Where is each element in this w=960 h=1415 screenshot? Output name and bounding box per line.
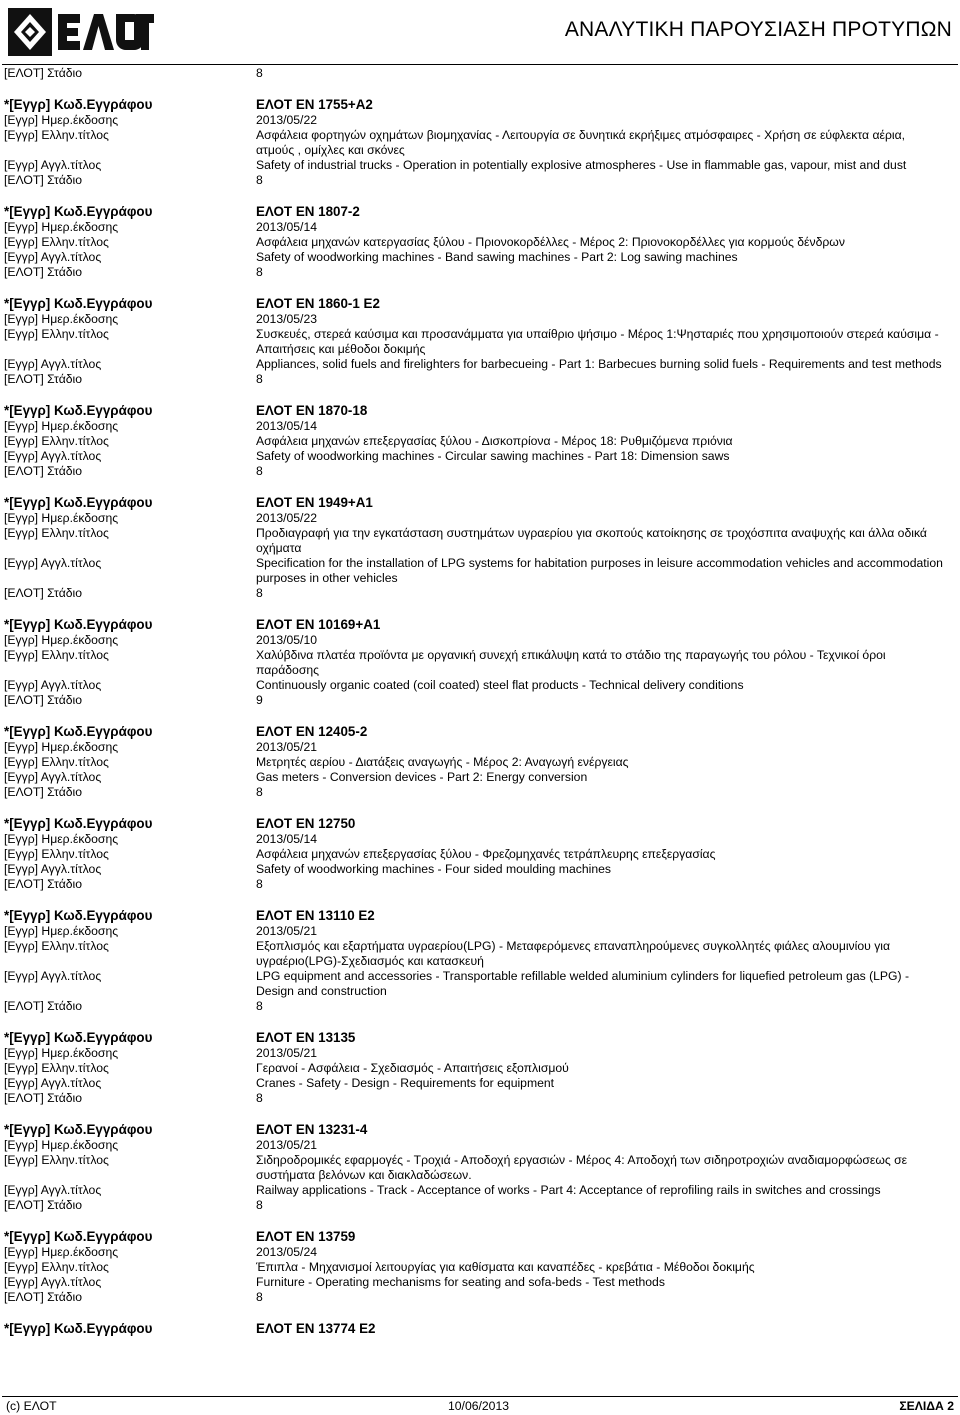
footer-date: 10/06/2013: [448, 1399, 509, 1413]
date-row: [4, 419, 954, 434]
field-value: Cranes - Safety - Design - Requirements for equipment: [256, 1076, 555, 1090]
field-value: 8: [256, 1091, 263, 1105]
record-code-row: [4, 816, 954, 832]
greek-title-row: [4, 327, 954, 357]
field-label: *[Εγγρ] Κωδ.Εγγράφου: [4, 495, 153, 510]
record-code-row: [4, 617, 954, 633]
field-value: Appliances, solid fuels and firelighters for barbecueing - Part 1: Barbecues burning solid fuels - Requirements and test methods: [256, 357, 942, 371]
field-label: *[Εγγρ] Κωδ.Εγγράφου: [4, 816, 153, 831]
field-value: 2013/05/21: [256, 740, 317, 754]
record-code-row: [4, 1030, 954, 1046]
date-row: [4, 113, 954, 128]
field-label: [Εγγρ] Αγγλ.τίτλος: [4, 770, 102, 784]
field-label: *[Εγγρ] Κωδ.Εγγράφου: [4, 724, 153, 739]
record-code-row: [4, 908, 954, 924]
field-label: *[Εγγρ] Κωδ.Εγγράφου: [4, 1321, 153, 1336]
field-value: Μετρητές αερίου - Διατάξεις αναγωγής - Μέρος 2: Αναγωγή ενέργειας: [256, 755, 629, 769]
greek-title-row: [4, 526, 954, 556]
copyright-text: (c) ΕΛΟΤ: [6, 1399, 57, 1413]
greek-title-row: [4, 1260, 954, 1275]
field-value: 8: [256, 372, 263, 386]
field-value: 8: [256, 66, 263, 80]
greek-title-row: [4, 128, 954, 158]
document-code: ΕΛΟΤ EN 10169+A1: [256, 617, 381, 632]
field-label: *[Εγγρ] Κωδ.Εγγράφου: [4, 908, 153, 923]
field-value: Railway applications - Track - Acceptance of works - Part 4: Acceptance of reprofiling rails in switches and crossings: [256, 1183, 881, 1197]
field-label: [Εγγρ] Αγγλ.τίτλος: [4, 1275, 102, 1289]
field-value: LPG equipment and accessories - Transportable refillable welded aluminium cylinders for liquefied petroleum gas (LPG) - Design and construction: [256, 969, 910, 998]
stage-row: [4, 173, 954, 188]
field-label: [ΕΛΟΤ] Στάδιο: [4, 265, 83, 279]
field-label: [Εγγρ] Ημερ.έκδοσης: [4, 220, 119, 234]
record-code-row: [4, 724, 954, 740]
field-value: 2013/05/21: [256, 1046, 317, 1060]
record-code-row: [4, 495, 954, 511]
field-label: *[Εγγρ] Κωδ.Εγγράφου: [4, 1030, 153, 1045]
field-label: [Εγγρ] Ημερ.έκδοσης: [4, 312, 119, 326]
field-label: [Εγγρ] Ημερ.έκδοσης: [4, 924, 119, 938]
field-label: [Εγγρ] Ημερ.έκδοσης: [4, 633, 119, 647]
field-value: Ασφάλεια φορτηγών οχημάτων βιομηχανίας - Λειτουργία σε δυνητικά εκρήξιμες ατμόσφαιρες - Χρήση σε εύφλεκτα αέρια, ατμούς , ομίχλες και σκόνες: [256, 128, 906, 157]
document-code: ΕΛΟΤ EN 1755+A2: [256, 97, 373, 112]
stage-row: [4, 1091, 954, 1106]
greek-title-row: [4, 1061, 954, 1076]
field-label: [Εγγρ] Αγγλ.τίτλος: [4, 158, 102, 172]
stage-row: [4, 464, 954, 479]
date-row: [4, 220, 954, 235]
field-value: 8: [256, 1290, 263, 1304]
greek-title-row: [4, 755, 954, 770]
document-code: ΕΛΟΤ EN 13231-4: [256, 1122, 368, 1137]
field-label: [ΕΛΟΤ] Στάδιο: [4, 66, 83, 80]
field-value: Ασφάλεια μηχανών επεξεργασίας ξύλου - Φρεζομηχανές τετράπλευρης επεξεργασίας: [256, 847, 716, 861]
field-value: Ασφάλεια μηχανών επεξεργασίας ξύλου - Δισκοπρίονα - Μέρος 18: Ρυθμιζόμενα πριόνια: [256, 434, 733, 448]
field-label: [Εγγρ] Ημερ.έκδοσης: [4, 1245, 119, 1259]
field-value: 2013/05/21: [256, 1138, 317, 1152]
field-value: 2013/05/22: [256, 113, 317, 127]
field-label: [Εγγρ] Αγγλ.τίτλος: [4, 250, 102, 264]
document-code: ΕΛΟΤ EN 1807-2: [256, 204, 360, 219]
field-value: Συσκευές, στερεά καύσιμα και προσανάμματα για υπαίθριο ψήσιμο - Μέρος 1:Ψησταριές που χρησιμοποιούν στερεά καύσιμα - Απαιτήσεις και μέθοδοι δοκιμής: [256, 327, 939, 356]
record-code-row: [4, 204, 954, 220]
stage-row: [4, 586, 954, 601]
field-value: Ασφάλεια μηχανών κατεργασίας ξύλου - Πριονοκορδέλλες - Μέρος 2: Πριονοκορδέλλες για κορμούς δένδρων: [256, 235, 845, 249]
english-title-row: [4, 556, 954, 586]
footer-divider: [2, 1396, 958, 1397]
document-code: ΕΛΟΤ EN 1860-1 E2: [256, 296, 380, 311]
field-label: [Εγγρ] Αγγλ.τίτλος: [4, 357, 102, 371]
field-label: *[Εγγρ] Κωδ.Εγγράφου: [4, 1122, 153, 1137]
field-label: [Εγγρ] Αγγλ.τίτλος: [4, 969, 102, 983]
document-code: ΕΛΟΤ EN 1949+A1: [256, 495, 373, 510]
page-title: ΑΝΑΛΥΤΙΚΗ ΠΑΡΟΥΣΙΑΣΗ ΠΡΟΤΥΠΩΝ: [564, 18, 952, 41]
field-label: *[Εγγρ] Κωδ.Εγγράφου: [4, 617, 153, 632]
first-stage-row: [4, 66, 954, 81]
field-label: [Εγγρ] Αγγλ.τίτλος: [4, 1183, 102, 1197]
field-value: Safety of industrial trucks - Operation in potentially explosive atmospheres - Use in flammable gas, vapour, mist and dust: [256, 158, 907, 172]
field-label: [Εγγρ] Ημερ.έκδοσης: [4, 1138, 119, 1152]
field-value: 2013/05/23: [256, 312, 317, 326]
field-label: [ΕΛΟΤ] Στάδιο: [4, 372, 83, 386]
field-label: [ΕΛΟΤ] Στάδιο: [4, 693, 83, 707]
field-label: [ΕΛΟΤ] Στάδιο: [4, 877, 83, 891]
field-label: *[Εγγρ] Κωδ.Εγγράφου: [4, 97, 153, 112]
field-value: 2013/05/22: [256, 511, 317, 525]
field-label: [ΕΛΟΤ] Στάδιο: [4, 173, 83, 187]
stage-row: [4, 372, 954, 387]
field-label: [ΕΛΟΤ] Στάδιο: [4, 999, 83, 1013]
field-value: 8: [256, 464, 263, 478]
standards-list: [4, 66, 954, 1337]
field-label: [Εγγρ] Ελλην.τίτλος: [4, 847, 109, 861]
english-title-row: [4, 862, 954, 877]
greek-title-row: [4, 648, 954, 678]
field-value: 8: [256, 1198, 263, 1212]
date-row: [4, 511, 954, 526]
date-row: [4, 633, 954, 648]
header-divider: [2, 64, 958, 65]
record-code-row: [4, 97, 954, 113]
field-label: *[Εγγρ] Κωδ.Εγγράφου: [4, 403, 153, 418]
greek-title-row: [4, 434, 954, 449]
field-label: [Εγγρ] Αγγλ.τίτλος: [4, 556, 102, 570]
field-label: [Εγγρ] Ημερ.έκδοσης: [4, 113, 119, 127]
field-value: 8: [256, 586, 263, 600]
field-label: [Εγγρ] Ελλην.τίτλος: [4, 1153, 109, 1167]
greek-title-row: [4, 939, 954, 969]
document-code: ΕΛΟΤ EN 13110 E2: [256, 908, 375, 923]
field-label: *[Εγγρ] Κωδ.Εγγράφου: [4, 204, 153, 219]
document-code: ΕΛΟΤ EN 13774 E2: [256, 1321, 376, 1336]
record-code-row: [4, 1321, 954, 1337]
record-code-row: [4, 296, 954, 312]
document-code: ΕΛΟΤ EN 12750: [256, 816, 356, 831]
date-row: [4, 832, 954, 847]
document-code: ΕΛΟΤ EN 1870-18: [256, 403, 368, 418]
english-title-row: [4, 250, 954, 265]
field-label: [Εγγρ] Αγγλ.τίτλος: [4, 449, 102, 463]
date-row: [4, 1138, 954, 1153]
field-label: [Εγγρ] Ημερ.έκδοσης: [4, 419, 119, 433]
record-code-row: [4, 1122, 954, 1138]
english-title-row: [4, 449, 954, 464]
field-value: 2013/05/24: [256, 1245, 317, 1259]
page-footer: [0, 1398, 960, 1415]
field-label: [Εγγρ] Ελλην.τίτλος: [4, 1061, 109, 1075]
field-label: [Εγγρ] Ελλην.τίτλος: [4, 939, 109, 953]
record-code-row: [4, 403, 954, 419]
field-value: 2013/05/10: [256, 633, 317, 647]
english-title-row: [4, 158, 954, 173]
elot-logo: [8, 8, 156, 56]
field-value: Σιδηροδρομικές εφαρμογές - Τροχιά - Αποδοχή εργασιών - Μέρος 4: Αποδοχή των σιδηροτροχιών αναδιαμορφώσεως σε συστήματα βελόνων και διακλαδώσεων.: [256, 1153, 908, 1182]
field-label: [Εγγρ] Ελλην.τίτλος: [4, 526, 109, 540]
field-value: 2013/05/21: [256, 924, 317, 938]
field-value: 8: [256, 877, 263, 891]
field-value: 8: [256, 173, 263, 187]
field-value: 2013/05/14: [256, 832, 317, 846]
field-value: Safety of woodworking machines - Circular sawing machines - Part 18: Dimension saws: [256, 449, 730, 463]
field-value: 9: [256, 693, 263, 707]
field-label: [Εγγρ] Ημερ.έκδοσης: [4, 740, 119, 754]
field-label: [Εγγρ] Ελλην.τίτλος: [4, 327, 109, 341]
english-title-row: [4, 357, 954, 372]
field-label: [Εγγρ] Ελλην.τίτλος: [4, 128, 109, 142]
field-value: 8: [256, 999, 263, 1013]
stage-row: [4, 877, 954, 892]
greek-title-row: [4, 1153, 954, 1183]
english-title-row: [4, 770, 954, 785]
field-label: [ΕΛΟΤ] Στάδιο: [4, 785, 83, 799]
field-value: Χαλύβδινα πλατέα προϊόντα με οργανική συνεχή επικάλυψη κατά το στάδιο της παραγωγής του ρόλου - Τεχνικοί όροι παράδοσης: [256, 648, 886, 677]
field-value: Προδιαγραφή για την εγκατάσταση συστημάτων υγραερίου για σκοπούς κατοίκησης σε τροχόσπιτα αναψυχής και άλλα οδικά οχήματα: [256, 526, 927, 555]
record-code-row: [4, 1229, 954, 1245]
field-label: [ΕΛΟΤ] Στάδιο: [4, 1198, 83, 1212]
field-label: [Εγγρ] Αγγλ.τίτλος: [4, 862, 102, 876]
field-value: Safety of woodworking machines - Four sided moulding machines: [256, 862, 611, 876]
field-value: Εξοπλισμός και εξαρτήματα υγραερίου(LPG) - Μεταφερόμενες επαναπληρούμενες συγκολλητές φιάλες αλουμινίου για υγραέριο(LPG)-Σχεδιασμός και κατασκευή: [256, 939, 891, 968]
field-value: 8: [256, 265, 263, 279]
field-label: [Εγγρ] Ελλην.τίτλος: [4, 648, 109, 662]
field-value: Gas meters - Conversion devices - Part 2: Energy conversion: [256, 770, 588, 784]
field-label: [ΕΛΟΤ] Στάδιο: [4, 586, 83, 600]
field-label: [Εγγρ] Ελλην.τίτλος: [4, 434, 109, 448]
date-row: [4, 1046, 954, 1061]
english-title-row: [4, 678, 954, 693]
field-value: 8: [256, 785, 263, 799]
field-label: [Εγγρ] Ελλην.τίτλος: [4, 235, 109, 249]
field-value: Safety of woodworking machines - Band sawing machines - Part 2: Log sawing machines: [256, 250, 738, 264]
field-value: Γερανοί - Ασφάλεια - Σχεδιασμός - Απαιτήσεις εξοπλισμού: [256, 1061, 569, 1075]
date-row: [4, 312, 954, 327]
field-label: [Εγγρ] Αγγλ.τίτλος: [4, 678, 102, 692]
stage-row: [4, 1290, 954, 1305]
field-label: [Εγγρ] Ελλην.τίτλος: [4, 1260, 109, 1274]
stage-row: [4, 693, 954, 708]
field-label: [Εγγρ] Ημερ.έκδοσης: [4, 1046, 119, 1060]
document-code: ΕΛΟΤ EN 12405-2: [256, 724, 368, 739]
field-label: [Εγγρ] Αγγλ.τίτλος: [4, 1076, 102, 1090]
field-value: Continuously organic coated (coil coated) steel flat products - Technical delivery conditions: [256, 678, 744, 692]
document-code: ΕΛΟΤ EN 13759: [256, 1229, 356, 1244]
page-number: ΣΕΛΙΔΑ 2: [899, 1399, 954, 1413]
stage-row: [4, 265, 954, 280]
date-row: [4, 924, 954, 939]
english-title-row: [4, 1183, 954, 1198]
field-label: *[Εγγρ] Κωδ.Εγγράφου: [4, 296, 153, 311]
date-row: [4, 1245, 954, 1260]
field-label: [Εγγρ] Ημερ.έκδοσης: [4, 832, 119, 846]
greek-title-row: [4, 847, 954, 862]
field-label: [Εγγρ] Ημερ.έκδοσης: [4, 511, 119, 525]
document-code: ΕΛΟΤ EN 13135: [256, 1030, 356, 1045]
field-label: [Εγγρ] Ελλην.τίτλος: [4, 755, 109, 769]
english-title-row: [4, 1076, 954, 1091]
field-value: 2013/05/14: [256, 220, 317, 234]
stage-row: [4, 785, 954, 800]
page-header: [0, 0, 960, 62]
greek-title-row: [4, 235, 954, 250]
field-value: Specification for the installation of LPG systems for habitation purposes in leisure accommodation vehicles and accommodation purposes in other vehicles: [256, 556, 943, 585]
english-title-row: [4, 1275, 954, 1290]
field-label: [ΕΛΟΤ] Στάδιο: [4, 1091, 83, 1105]
field-label: [ΕΛΟΤ] Στάδιο: [4, 464, 83, 478]
stage-row: [4, 999, 954, 1014]
field-value: Furniture - Operating mechanisms for seating and sofa-beds - Test methods: [256, 1275, 665, 1289]
field-value: 2013/05/14: [256, 419, 317, 433]
stage-row: [4, 1198, 954, 1213]
english-title-row: [4, 969, 954, 999]
field-value: Έπιπλα - Μηχανισμοί λειτουργίας για καθίσματα και καναπέδες - κρεβάτια - Μέθοδοι δοκιμής: [256, 1260, 755, 1274]
date-row: [4, 740, 954, 755]
field-label: *[Εγγρ] Κωδ.Εγγράφου: [4, 1229, 153, 1244]
field-label: [ΕΛΟΤ] Στάδιο: [4, 1290, 83, 1304]
